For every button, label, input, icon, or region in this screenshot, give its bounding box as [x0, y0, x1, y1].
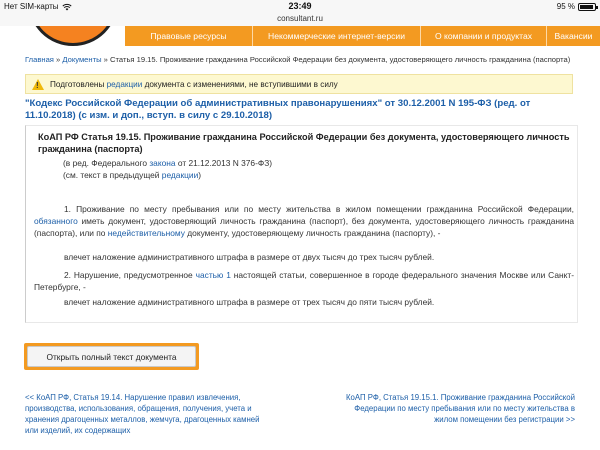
battery-fill: [580, 5, 593, 9]
notice-editions-link[interactable]: редакции: [106, 79, 143, 89]
obligated-link[interactable]: обязанного: [34, 216, 78, 226]
nav-about-company[interactable]: О компании и продуктах: [421, 26, 547, 46]
next-article-link[interactable]: КоАП РФ, Статья 19.15.1. Проживание гражданина Российской Федерации по месту пребывания или по месту жительства в жилом помещении без регистрации >>: [346, 393, 575, 424]
clock: 23:49: [288, 1, 312, 11]
nav-free-versions[interactable]: Некоммерческие интернет-версии: [253, 26, 421, 46]
breadcrumb-current: Статья 19.15. Проживание гражданина Российской Федерации без документа, удостоверяющего личность гражданина (паспорта): [110, 55, 571, 64]
battery-icon: [578, 3, 596, 11]
main-nav: [125, 26, 600, 46]
breadcrumb-separator: »: [103, 55, 108, 64]
warning-icon: [32, 79, 44, 90]
address-bar[interactable]: [0, 14, 600, 26]
paragraph-1-text-c: документу, удостоверяющему личность гражданина (паспорту), -: [184, 228, 441, 238]
article-paragraph-1: [34, 203, 574, 239]
article-penalty-1: влечет наложение административного штрафа в размере от двух тысяч до трех тысяч рублей.: [64, 252, 435, 262]
revision-note-pre: (в ред. Федерального: [63, 158, 150, 168]
battery-percent: 95 %: [556, 2, 575, 11]
article-heading: КоАП РФ Статья 19.15. Проживание гражданина Российской Федерации без документа, удостоверяющего личность гражданина (паспорта): [38, 132, 570, 154]
open-full-text-button[interactable]: Открыть полный текст документа: [27, 346, 196, 367]
breadcrumb-separator: »: [56, 55, 61, 64]
previous-edition-pre: (см. текст в предыдущей: [63, 170, 162, 180]
invalid-document-link[interactable]: недействительному: [107, 228, 185, 238]
carrier-label: Нет SIM-карты: [4, 2, 59, 11]
logo-emblem: [28, 26, 118, 46]
status-right: [557, 2, 596, 11]
paragraph-1-text-a: 1. Проживание по месту пребывания или по месту жительства в жилом помещении гражданина Российской Федерации,: [64, 204, 574, 214]
breadcrumb-home[interactable]: Главная: [25, 55, 54, 64]
article-revision-notes: [63, 157, 272, 181]
breadcrumb-documents[interactable]: Документы: [62, 55, 102, 64]
paragraph-1-text-b: иметь документ, удостоверяющий личность гражданина (паспорт), без документа, удостоверяющего личность гражданина (паспорта), или по: [34, 216, 574, 238]
notice-text: [50, 80, 338, 89]
document-title[interactable]: "Кодекс Российской Федерации об административных правонарушениях" от 30.12.2001 N 195-ФЗ (ред. от 11.10.2018) (с изм. и доп., вступ. в силу с 29.10.2018): [25, 98, 531, 121]
article-penalty-2: влечет наложение административного штрафа в размере от трех тысяч до пяти тысяч рублей.: [64, 297, 435, 307]
edition-notice: [25, 74, 573, 94]
breadcrumb: [25, 55, 570, 64]
notice-text-pre: Подготовлены: [50, 79, 107, 89]
notice-text-post: документа с изменениями, не вступившими в силу: [142, 79, 338, 89]
previous-edition-note: [63, 169, 272, 181]
nav-vacancies[interactable]: Вакансии: [554, 31, 593, 41]
previous-edition-post: ): [198, 170, 202, 180]
paragraph-2-text-a: 2. Нарушение, предусмотренное: [64, 270, 196, 280]
paragraph-2-text-b: настоящей статьи, совершенное в городе федерального значения Москве или Санкт-Петербурге, -: [34, 270, 574, 292]
law-link[interactable]: закона: [149, 158, 176, 168]
article-paragraph-2: [34, 269, 574, 293]
nav-legal-resources[interactable]: Правовые ресурсы: [125, 26, 253, 46]
site-logo[interactable]: [28, 26, 118, 48]
revision-note-post: от 21.12.2013 N 376-ФЗ): [175, 158, 273, 168]
open-full-text-frame: [24, 343, 199, 370]
url-text[interactable]: consultant.ru: [277, 14, 323, 23]
revision-note: [63, 157, 272, 169]
previous-edition-link[interactable]: редакции: [161, 170, 199, 180]
previous-article-link[interactable]: << КоАП РФ, Статья 19.14. Нарушение правил извлечения, производства, использования, обращения, получения, учета и хранения драгоценных металлов, жемчуга, драгоценных камней или изделий, их содержащих: [25, 393, 260, 435]
status-bar: [0, 0, 600, 14]
part-1-link[interactable]: частью 1: [195, 270, 231, 280]
